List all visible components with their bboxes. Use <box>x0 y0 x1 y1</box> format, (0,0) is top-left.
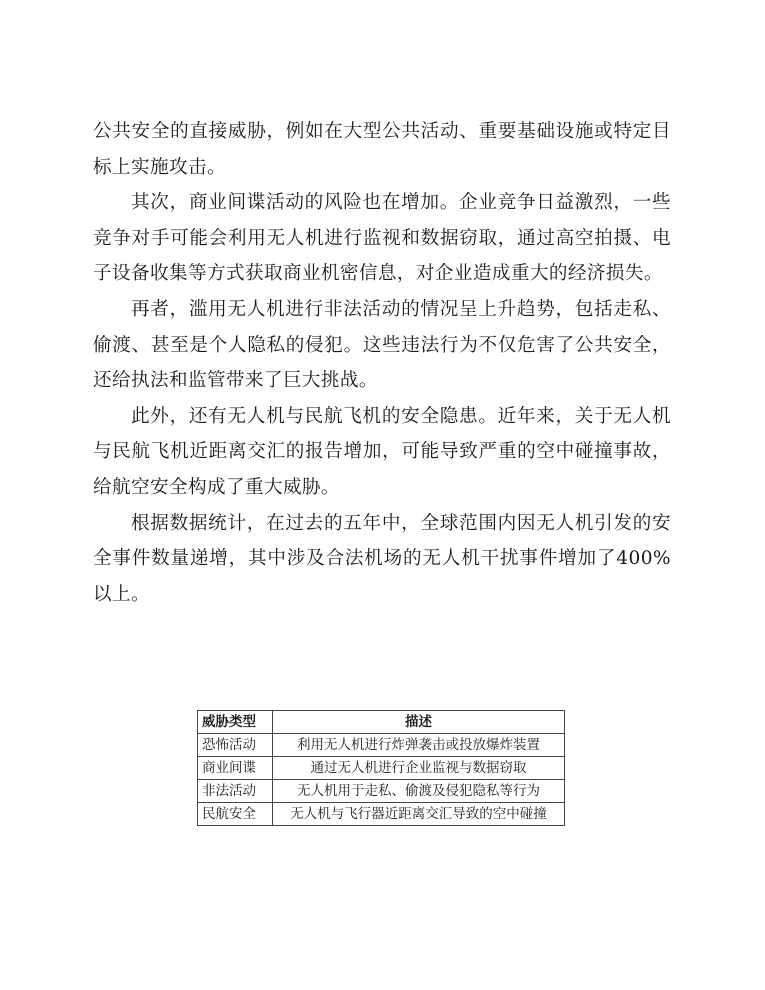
text-line: 安全，还给执法和监管带来了巨大挑战。 <box>93 334 671 392</box>
cell-threat-type: 商业间谍 <box>198 757 273 780</box>
cell-description: 无人机用于走私、偷渡及侵犯隐私等行为 <box>273 780 565 803</box>
text-line: 摄、电子设备收集等方式获取商业机密信息，对企业造成重大的经 <box>93 227 671 285</box>
text-line: 再者，滥用无人机进行非法活动的情况呈上升趋势，包括走 <box>131 298 633 320</box>
paragraph <box>93 185 671 292</box>
paragraph <box>93 292 671 399</box>
table-row <box>198 757 565 780</box>
text-line: 其次，商业间谍活动的风险也在增加。企业竞争日益激烈，一 <box>131 192 652 214</box>
cell-description: 无人机与飞行器近距离交汇导致的空中碰撞 <box>273 803 565 826</box>
header-threat-type: 威胁类型 <box>198 711 273 734</box>
text-line: 安全事件数量递增，其中涉及合法机场的无人机干扰事件增加了 <box>93 512 671 570</box>
cell-threat-type: 民航安全 <box>198 803 273 826</box>
threat-table-container <box>197 710 565 826</box>
text-line: 目标上实施攻击。 <box>93 121 671 178</box>
text-line: 机与民航飞机近距离交汇的报告增加，可能导致严重的空中碰撞事 <box>93 405 671 463</box>
text-line: 济损失。 <box>586 263 663 285</box>
cell-description: 通过无人机进行企业监视与数据窃取 <box>273 757 565 780</box>
text-line: 故，给航空安全构成了重大威胁。 <box>93 441 671 498</box>
table-row <box>198 734 565 757</box>
paragraph <box>93 114 671 185</box>
text-line: 私、偷渡、甚至是个人隐私的侵犯。这些违法行为不仅危害了公共 <box>93 298 671 356</box>
text-line: 此外，还有无人机与民航飞机的安全隐患。近年来，关于无人 <box>131 405 652 427</box>
paragraph <box>93 399 671 506</box>
threat-table <box>197 710 565 826</box>
header-description: 描述 <box>273 711 565 734</box>
text-line: 根据数据统计，在过去的五年中，全球范围内因无人机引发的 <box>131 512 652 534</box>
cell-description: 利用无人机进行炸弹袭击或投放爆炸装置 <box>273 734 565 757</box>
table-row <box>198 780 565 803</box>
text-line: 400%以上。 <box>93 548 671 605</box>
paragraph <box>93 506 671 613</box>
table-header-row <box>198 711 565 734</box>
text-line: 些竞争对手可能会利用无人机进行监视和数据窃取，通过高空拍 <box>93 192 671 249</box>
table-row <box>198 803 565 826</box>
text-line: 公共安全的直接威胁，例如在大型公共活动、重要基础设施或特定 <box>93 121 652 142</box>
cell-threat-type: 恐怖活动 <box>198 734 273 757</box>
cell-threat-type: 非法活动 <box>198 780 273 803</box>
body-text <box>93 114 671 612</box>
